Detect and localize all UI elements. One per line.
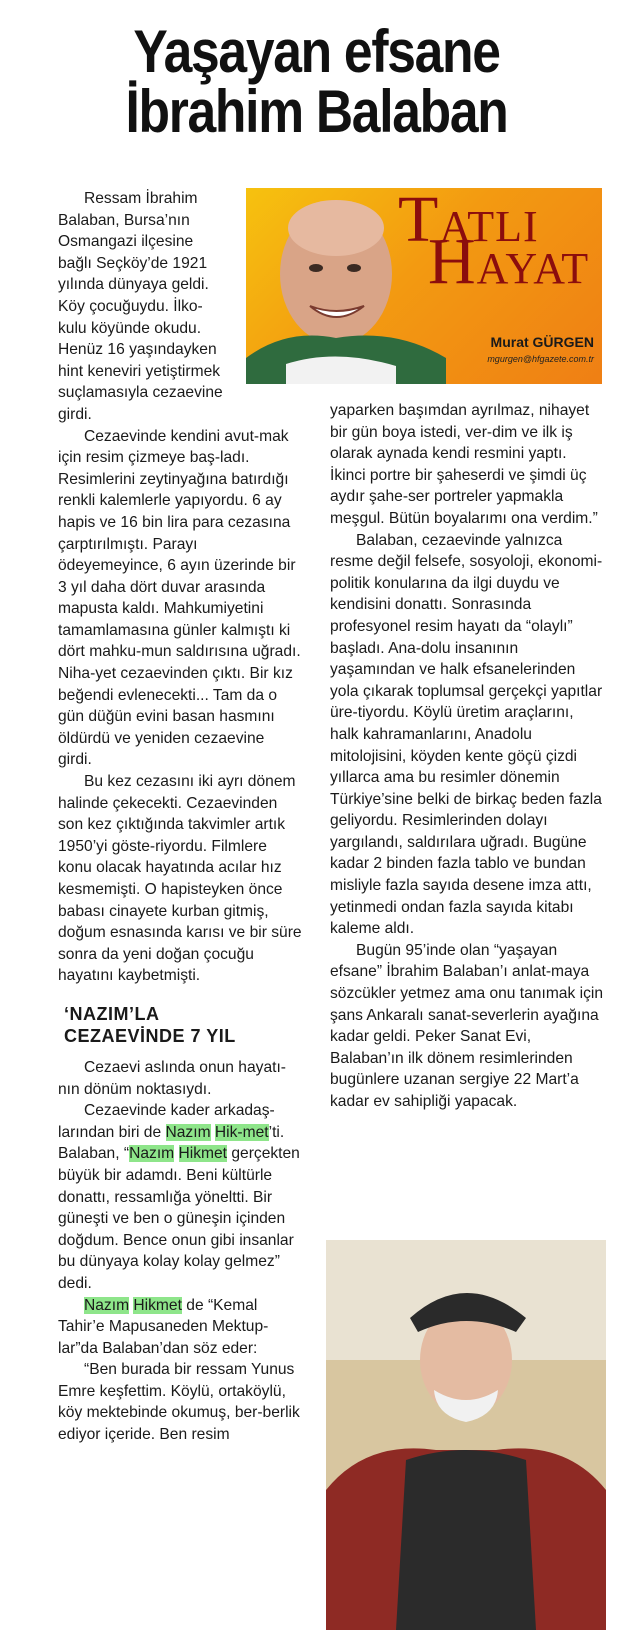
highlight: Hik-met bbox=[214, 1123, 269, 1141]
paragraph: Balaban, cezaevinde yalnızca resme değil felsefe, sosyoloji, ekonomi-politik konularına da ilgi duydu ve kendisini donattı. Sonrasında profesyonel resim hayatı da “olaylı” başladı. Ana-dolu insanının yaşamından ve halk efsanelerinden yola çıkarak toplumsal gerçekçi yapıtlar üre-tiyordu. Köylü üretim araçlarını, halk kahramanlarını, Anadolu mitolojisini, köyden kente göçü çizdi yıllarca ama bu resimler dönemin Türkiye’sine belki de birkaç beden fazla geliyordu. Resimlerinden dolayı yargılandı, saldırılara uğradı. Bugüne kadar 2 binden fazla tablo ve bundan misliyle fazla sayıda desene imza attı, yetinmedi ondan fazla sayıda kitabı kaleme aldı. bbox=[330, 531, 603, 938]
paragraph: Bu kez cezasını iki ayrı dönem halinde çekecekti. Cezaevinden son kez çıktığında takvimler artık 1950’yi göste-riyordu. Filmlere konu olacak hayatında acılar hız kesmemişti. O hapisteyken önce babası cinayete kurban gitmiş, doğum esnasında karısı ve bir süre sonra da yeni doğan çocuğu hayatını kaybetmişti. bbox=[58, 773, 302, 985]
headline bbox=[44, 18, 588, 145]
intro-line: Köy çocuğuydu. İlko- bbox=[58, 297, 203, 315]
highlight: Nazım bbox=[165, 1123, 211, 1141]
right-column bbox=[330, 400, 606, 1113]
intro-line: bağlı Seçköy’de 1921 bbox=[58, 254, 208, 272]
intro-line: girdi. bbox=[58, 405, 92, 423]
banner-title-hayat: HAYAT bbox=[428, 225, 590, 298]
balaban-photo bbox=[326, 1240, 606, 1630]
intro-lines bbox=[58, 188, 234, 426]
headline-line-1: Yaşayan efsane bbox=[133, 18, 500, 85]
highlight: Hikmet bbox=[133, 1296, 182, 1314]
highlight: Nazım bbox=[84, 1296, 130, 1314]
paragraph: Cezaevinde kendini avut-mak için resim çizmeye baş-ladı. Resimlerini zeytinyağına batırdığı renkli kalemlerle yapıyordu. 6 ay hapis ve 16 bin lira para cezasına çarptırılmıştı. Parayı ödeyemeyince, 6 ayın üzerinde bir 3 yıl daha dört duvar arasında mapusta kaldı. Mahkumiyetini tamamlamasına günler kalmıştı ki dört mahku-mun saldırısına uğradı. Niha-yet cezaevinden çıktı. Bir kız beğendi evlenecekti... Tam da o gün düğün evini basan hasmını öldürdü ve yeniden cezaevine girdi. bbox=[58, 427, 301, 769]
balaban-portrait-illustration bbox=[326, 1240, 606, 1630]
author-email: mgurgen@hfgazete.com.tr bbox=[487, 354, 594, 364]
left-column bbox=[58, 188, 302, 1446]
paragraph: Nazım Hikmet de “Kemal Tahir’e Mapusaneden Mektup-lar”da Balaban’dan söz eder: bbox=[58, 1296, 269, 1357]
paragraph: yaparken başımdan ayrılmaz, nihayet bir gün boya istedi, ver-dim ve ilk iş olarak aynada kendi resmini yaptı. İkinci portre bir şaheserdi ve şimdi üç aydır şahe-ser portreler yapmakla meşgul. Bütün boyalarımı ona verdim.” bbox=[330, 402, 598, 527]
intro-line: suçlamasıyla cezaevine bbox=[58, 384, 223, 402]
author-name: Murat GÜRGEN bbox=[490, 334, 594, 350]
intro-line: Osmangazi ilçesine bbox=[58, 233, 194, 251]
highlight: Nazım bbox=[129, 1145, 175, 1163]
paragraph: Cezaevi aslında onun hayatı-nın dönüm noktasıydı. bbox=[58, 1058, 286, 1098]
intro-line: Henüz 16 yaşındayken bbox=[58, 341, 217, 359]
paragraph: Cezaevinde kader arkadaş-larından biri de Nazım Hik-met’ti. Balaban, “Nazım Hikmet gerçekten büyük bir adamdı. Beni kültürle donattı, ressamlığa yöneltti. Bir güneşti ve ben o güneşin içinden doğdum. Bence onun gibi insanlar bu dünyaya kolay kolay gelmez” dedi. bbox=[58, 1102, 300, 1292]
subheading: ‘NAZIM’LA CEZAEVİNDE 7 YIL bbox=[64, 1003, 236, 1046]
paragraph: “Ben burada bir ressam Yunus Emre keşfettim. Köylü, ortaköylü, köy mektebinde okumuş, ber-berlik ediyor içeride. Ben resim bbox=[58, 1361, 300, 1444]
intro-line: yılında dünyaya geldi. bbox=[58, 276, 209, 294]
intro-line: kulu köyünde okudu. bbox=[58, 319, 202, 337]
intro-line: hint keneviri yetiştirmek bbox=[58, 362, 221, 380]
intro-line: Balaban, Bursa’nın bbox=[58, 211, 190, 229]
headline-line-2: İbrahim Balaban bbox=[125, 78, 508, 145]
paragraph: Bugün 95’inde olan “yaşayan efsane” İbrahim Balaban’ı anlat-maya sözcükler yetmez ama onu tanımak için şans Ankaralı sanat-severlerin ayağına kadar geldi. Peker Sanat Evi, Balaban’ın ilk dönem resimlerinden bugünlere uzanan sergiye 22 Mart’a kadar ev sahipliği yapacak. bbox=[330, 941, 604, 1110]
banner-title-tatli: TATLI bbox=[398, 188, 539, 256]
highlight: Hikmet bbox=[178, 1145, 228, 1163]
intro-line: Ressam İbrahim bbox=[84, 190, 198, 207]
